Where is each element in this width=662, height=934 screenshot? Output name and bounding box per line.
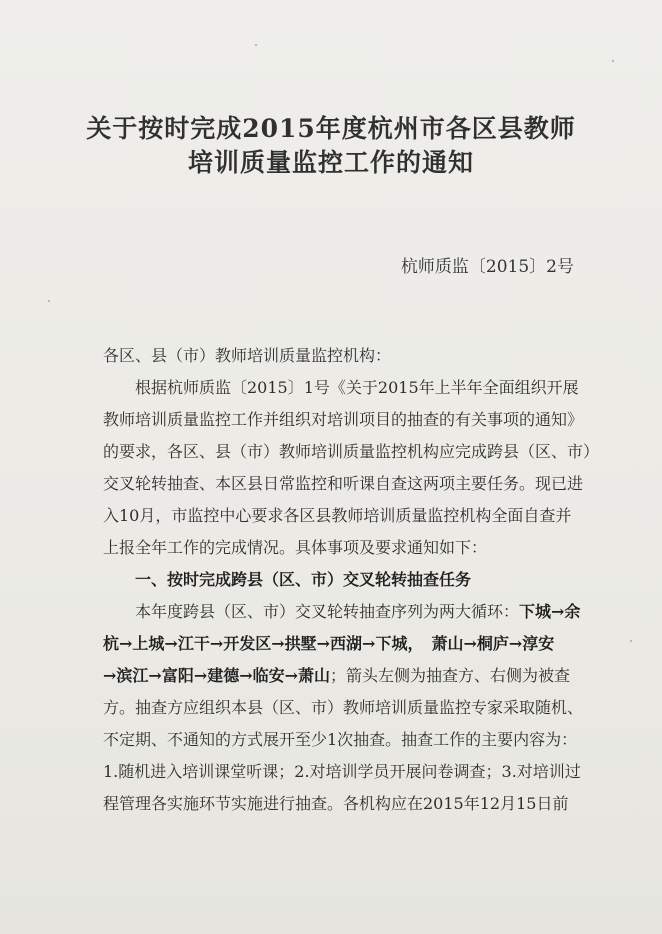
rotation-sequence-text: →滨江→富阳→建德→临安→萧山	[103, 666, 331, 685]
paragraph-text: 本年度跨县（区、市）交叉轮转抽查序列为两大循环：	[135, 602, 520, 621]
scan-speck	[612, 60, 614, 62]
paragraph-line: 的要求，各区、县（市）教师培训质量监控机构应完成跨县（区、市）	[103, 442, 600, 461]
paragraph-line: 程管理各实施环节实施进行抽查。各机构应在2015年12月15日前	[103, 794, 569, 813]
paragraph-line: 交叉轮转抽查、本区县日常监控和听课自查这两项主要任务。现已进	[103, 474, 584, 493]
paragraph-line: 根据杭师质监〔2015〕1号《关于2015年上半年全面组织开展	[135, 378, 579, 397]
scan-speck	[48, 300, 50, 302]
scan-speck	[630, 640, 632, 642]
rotation-sequence-text: 下城→余	[519, 602, 581, 621]
paragraph-line	[103, 665, 571, 687]
document-title-line-2: 培训质量监控工作的通知	[187, 148, 474, 177]
paragraph-line: 不定期、不通知的方式展开至少1次抽查。抽查工作的主要内容为：	[103, 730, 578, 749]
paragraph-text: ；箭头左侧为抽查方、右侧为被查	[330, 666, 571, 685]
paragraph-line: 1.随机进入培训课堂听课；2.对培训学员开展问卷调查；3.对培训过	[103, 762, 581, 781]
document-number: 杭师质监〔2015〕2号	[400, 257, 574, 277]
paragraph-line: 教师培训质量监控工作并组织对培训项目的抽查的有关事项的通知》	[103, 410, 584, 429]
rotation-sequence-text: 杭→上城→江干→开发区→拱墅→西湖→下城， 萧山→桐庐→淳安	[103, 634, 555, 653]
paragraph-line	[135, 601, 581, 623]
section-heading: 一、按时完成跨县（区、市）交叉轮转抽查任务	[135, 570, 472, 589]
salutation: 各区、县（市）教师培训质量监控机构：	[103, 346, 392, 365]
paragraph-line: 方。抽查方应组织本县（区、市）教师培训质量监控专家采取随机、	[103, 698, 584, 717]
paragraph-line: 上报全年工作的完成情况。具体事项及要求通知如下：	[103, 538, 488, 557]
scan-speck	[255, 44, 257, 46]
document-title-line-1: 关于按时完成2015年度杭州市各区县教师	[86, 114, 576, 143]
paragraph-line: 入10月，市监控中心要求各区县教师培训质量监控机构全面自查并	[103, 506, 572, 525]
